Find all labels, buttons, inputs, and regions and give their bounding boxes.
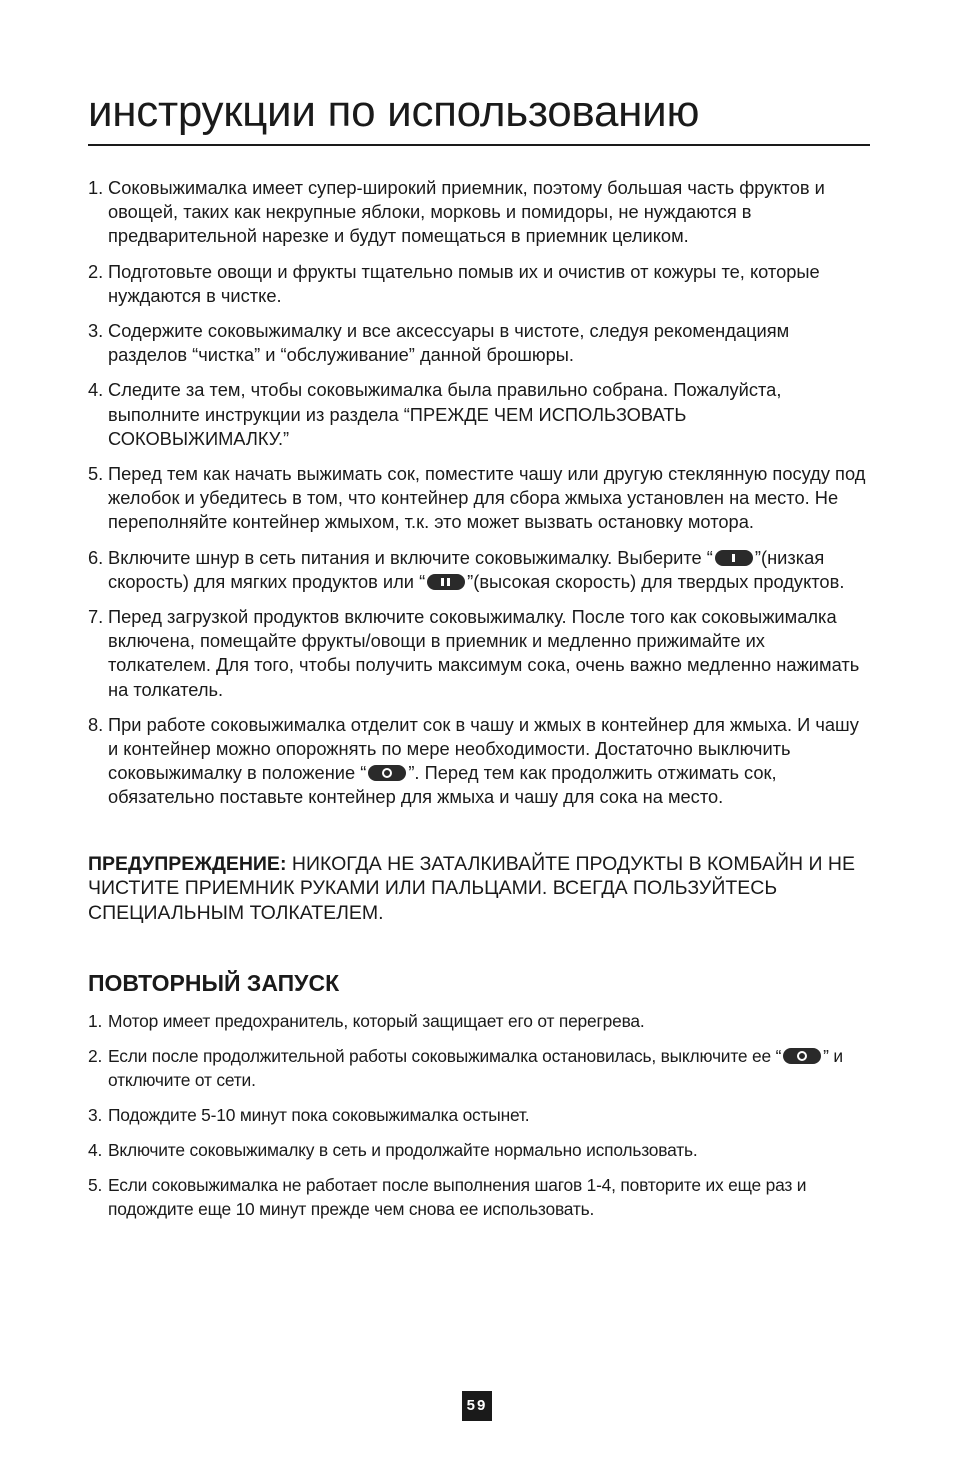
list-item [88,546,870,594]
item-number: 3. [88,320,104,342]
item-text: ”(низкая скорость) для мягких продуктов или “ [108,546,825,592]
item-text: Подождите 5-10 минут пока соковыжималка остынет. [108,1105,530,1126]
item-number: 1. [88,1011,103,1032]
list-item [88,1103,870,1127]
item-text: Если после продолжительной работы соковыжималка остановилась, выключите ее “ [108,1046,782,1067]
item-number: 4. [88,1140,103,1161]
item-text: Перед загрузкой продуктов включите соковыжималку. После того как соковыжималка включена, помещайте фрукты/овощи в приемник и медленно прижимайте их толкателем. Для того, чтобы получить максимум сока, очень важно медленно нажимать на толкатель. [108,606,860,700]
section-heading: ПОВТОРНЫЙ ЗАПУСК [88,970,340,997]
speed-high-icon [427,574,465,590]
item-number: 3. [88,1105,103,1126]
list-item [88,1009,870,1033]
item-number: 6. [88,546,104,568]
list-item [88,1138,870,1162]
off-icon [783,1048,821,1064]
list-item [88,1173,870,1221]
list-item [88,605,870,702]
list-item [88,713,870,810]
item-text: Соковыжималка имеет супер-широкий приемник, поэтому большая часть фруктов и овощей, таких как некрупные яблоки, морковь и помидоры, не нуждаются в предварительной нарезке и будут помещаться в приемник целиком. [108,177,825,247]
speed-low-icon [715,550,753,566]
item-text: Включите соковыжималку в сеть и продолжайте нормально использовать. [108,1140,698,1161]
list-item [88,319,870,367]
warning-block [88,852,870,926]
item-number: 8. [88,713,104,735]
list-item [88,462,870,535]
item-number: 5. [88,1175,103,1196]
item-text: При работе соковыжималка отделит сок в чашу и жмых в контейнер для жмыха. И чашу и контейнер можно опорожнять по мере необходимости. Достаточно выключить соковыжималку в положение “ [108,713,859,784]
page-number: 59 [462,1391,492,1421]
list-item [88,176,870,249]
item-number: 2. [88,260,104,282]
page-title: инструкции по использованию [88,86,870,146]
list-item [88,260,870,308]
item-text: Если соковыжималка не работает после выполнения шагов 1-4, повторите их еще раз и подождите еще 10 минут прежде чем снова ее использовать. [108,1175,807,1220]
restart-list [88,1009,870,1221]
list-item [88,1044,870,1092]
item-text: ” и отключите от сети. [108,1046,843,1091]
item-text: Подготовьте овощи и фрукты тщательно помыв их и очистив от кожуры те, которые нуждаются в чистке. [108,260,820,306]
item-text: ”. Перед тем как продолжить отжимать сок, обязательно поставьте контейнер для жмыха и чашу для сока на место. [108,762,777,808]
manual-page [88,86,870,1232]
item-number: 4. [88,379,104,401]
item-number: 2. [88,1046,103,1067]
item-number: 7. [88,606,104,628]
item-text: Перед тем как начать выжимать сок, поместите чашу или другую стеклянную посуду под желобок и убедитесь в том, что контейнер для сбора жмыха установлен на место. Не переполняйте контейнер жмыхом, т.к. это может вызвать остановку мотора. [108,463,866,533]
item-text: Мотор имеет предохранитель, который защищает его от перегрева. [108,1011,645,1032]
item-number: 5. [88,463,104,485]
warning-label: ПРЕДУПРЕЖДЕНИЕ: [88,852,287,875]
item-text: Следите за тем, чтобы соковыжималка была правильно собрана. Пожалуйста, выполните инструкции из раздела “ПРЕЖДЕ ЧЕМ ИСПОЛЬЗОВАТЬ СОКОВЫЖИМАЛКУ.” [108,379,782,449]
off-icon [368,765,406,781]
item-text: Включите шнур в сеть питания и включите соковыжималку. Выберите “ [108,546,713,568]
item-number: 1. [88,177,104,198]
item-text: ”(высокая скорость) для твердых продуктов. [467,570,845,592]
item-text: Содержите соковыжималку и все аксессуары в чистоте, следуя рекомендациям разделов “чистка” и “обслуживание” данной брошюры. [108,320,790,366]
warning-text: НИКОГДА НЕ ЗАТАЛКИВАЙТЕ ПРОДУКТЫ В КОМБАЙН И НЕ ЧИСТИТЕ ПРИЕМНИК РУКАМИ ИЛИ ПАЛЬЦАМИ. ВСЕГДА ПОЛЬЗУЙТЕСЬ СПЕЦИАЛЬНЫМ ТОЛКАТЕЛЕМ. [88,852,855,924]
instruction-list [88,176,870,810]
list-item [88,378,870,451]
